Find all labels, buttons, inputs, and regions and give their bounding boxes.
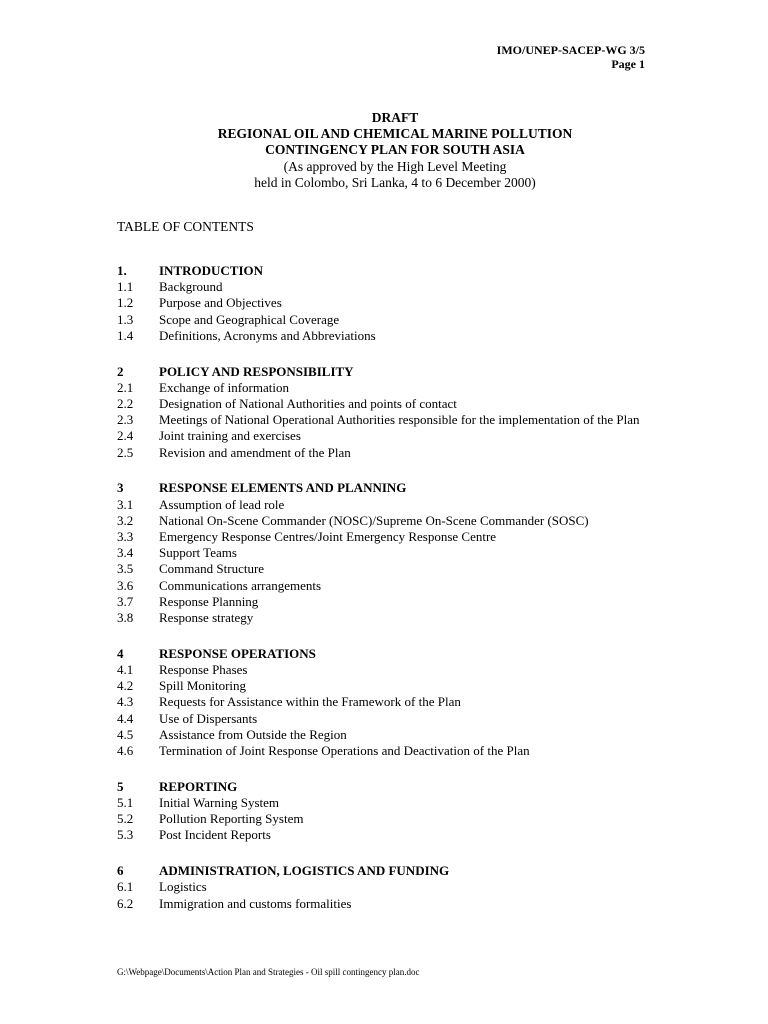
entry-number: 3.7: [117, 593, 134, 609]
entry-number: 4.4: [117, 710, 134, 726]
toc-entry: [117, 428, 677, 444]
entry-title: Assistance from Outside the Region: [159, 726, 347, 742]
entry-title: Designation of National Authorities and points of contact: [159, 396, 457, 412]
toc-section-heading: [117, 863, 677, 879]
toc-entry: [117, 312, 677, 328]
entry-number: 3.5: [117, 561, 134, 577]
toc-entry: [117, 694, 677, 710]
title-line-1: REGIONAL OIL AND CHEMICAL MARINE POLLUTION: [217, 126, 573, 142]
entry-title: Immigration and customs formalities: [159, 895, 352, 911]
toc-entry: [117, 380, 677, 396]
entry-number: 2.1: [117, 379, 134, 395]
entry-title: Use of Dispersants: [159, 710, 258, 726]
entry-title: Response strategy: [159, 610, 254, 626]
entry-title: Response Phases: [159, 662, 248, 678]
toc-section: [117, 364, 677, 461]
toc-entry: [117, 896, 677, 912]
toc-section-heading: [117, 364, 677, 380]
entry-number: 2.2: [117, 396, 134, 412]
toc-section-heading: [117, 779, 677, 795]
entry-title: Spill Monitoring: [159, 678, 247, 694]
toc-heading: TABLE OF CONTENTS: [117, 219, 254, 234]
section-title: ADMINISTRATION, LOGISTICS AND FUNDING: [159, 863, 450, 879]
entry-number: 3.1: [117, 496, 134, 512]
toc-section-heading: [117, 646, 677, 662]
entry-number: 1.2: [117, 295, 134, 311]
entry-number: 2.5: [117, 444, 134, 460]
toc-section-heading: [117, 480, 677, 496]
draft-label: DRAFT: [371, 110, 419, 125]
page-number: Page 1: [611, 57, 645, 71]
toc-section-heading: [117, 263, 677, 279]
toc-entry: [117, 711, 677, 727]
toc-entry: [117, 578, 677, 594]
document-reference: IMO/UNEP-SACEP-WG 3/5: [496, 43, 645, 57]
entry-number: 3.8: [117, 610, 134, 626]
section-title: POLICY AND RESPONSIBILITY: [159, 363, 354, 379]
toc-entry: [117, 412, 677, 428]
entry-title: Termination of Joint Response Operations and Deactivation of the Plan: [159, 743, 530, 759]
entry-title: Command Structure: [159, 561, 265, 577]
toc-entry: [117, 827, 677, 843]
section-number: 1.: [117, 263, 127, 278]
toc-entry: [117, 743, 677, 759]
toc-section: [117, 480, 677, 626]
toc-entry: [117, 545, 677, 561]
entry-number: 5.3: [117, 827, 134, 843]
entry-number: 4.5: [117, 726, 134, 742]
section-title: RESPONSE ELEMENTS AND PLANNING: [159, 480, 407, 496]
entry-title: Purpose and Objectives: [159, 295, 282, 311]
entry-title: Joint training and exercises: [159, 428, 301, 444]
entry-title: Revision and amendment of the Plan: [159, 444, 351, 460]
entry-title: Communications arrangements: [159, 577, 322, 593]
entry-number: 5.1: [117, 795, 134, 811]
section-number: 5: [117, 778, 124, 794]
document-title-block: [0, 110, 768, 191]
toc-section: [117, 646, 677, 759]
toc-entry: [117, 396, 677, 412]
entry-title: Pollution Reporting System: [159, 811, 304, 827]
entry-title: Initial Warning System: [159, 795, 280, 811]
toc-entry: [117, 328, 677, 344]
entry-number: 2.4: [117, 428, 134, 444]
toc-entry: [117, 795, 677, 811]
entry-number: 4.1: [117, 662, 134, 678]
entry-number: 4.2: [117, 678, 134, 694]
entry-title: Definitions, Acronyms and Abbreviations: [159, 327, 376, 343]
toc-entry: [117, 529, 677, 545]
entry-title: Scope and Geographical Coverage: [159, 311, 340, 327]
toc-entry: [117, 678, 677, 694]
entry-title: Support Teams: [159, 545, 237, 561]
toc-entry: [117, 279, 677, 295]
entry-number: 6.2: [117, 895, 134, 911]
entry-title: Background: [159, 279, 223, 295]
toc-entry: [117, 879, 677, 895]
section-number: 6: [117, 863, 124, 879]
toc-section: [117, 779, 677, 844]
section-title: REPORTING: [159, 778, 238, 794]
entry-number: 3.3: [117, 529, 134, 545]
entry-title: Post Incident Reports: [159, 827, 271, 843]
section-number: 2: [117, 363, 124, 379]
entry-title: Meetings of National Operational Authorities responsible for the implementation of the Plan: [159, 412, 640, 428]
toc-entry: [117, 727, 677, 743]
toc-entry: [117, 513, 677, 529]
toc-entry: [117, 445, 677, 461]
entry-title: Emergency Response Centres/Joint Emergency Response Centre: [159, 529, 497, 545]
toc-section: [117, 863, 677, 912]
toc-entry: [117, 594, 677, 610]
section-title: RESPONSE OPERATIONS: [159, 645, 316, 661]
entry-number: 1.3: [117, 311, 134, 327]
entry-number: 1.1: [117, 279, 134, 295]
file-path-footer: G:\Webpage\Documents\Action Plan and Strategies - Oil spill contingency plan.doc: [117, 967, 420, 977]
entry-title: National On-Scene Commander (NOSC)/Supreme On-Scene Commander (SOSC): [159, 512, 589, 528]
toc-entry: [117, 811, 677, 827]
entry-title: Assumption of lead role: [159, 496, 285, 512]
toc-entry: [117, 295, 677, 311]
entry-number: 1.4: [117, 327, 134, 343]
toc-entry: [117, 662, 677, 678]
entry-number: 5.2: [117, 811, 134, 827]
entry-number: 4.6: [117, 743, 134, 759]
entry-number: 4.3: [117, 694, 134, 710]
entry-title: Exchange of information: [159, 379, 289, 395]
entry-title: Response Planning: [159, 593, 259, 609]
table-of-contents: [117, 263, 677, 931]
title-line-2: CONTINGENCY PLAN FOR SOUTH ASIA: [265, 142, 525, 158]
entry-title: Requests for Assistance within the Framework of the Plan: [159, 694, 461, 710]
entry-title: Logistics: [159, 879, 207, 895]
entry-number: 3.6: [117, 577, 134, 593]
toc-entry: [117, 497, 677, 513]
toc-section: [117, 263, 677, 344]
entry-number: 3.4: [117, 545, 134, 561]
approval-note-line-2: held in Colombo, Sri Lanka, 4 to 6 December 2000): [254, 174, 536, 190]
entry-number: 6.1: [117, 879, 134, 895]
document-header: [497, 43, 645, 71]
approval-note-line-1: (As approved by the High Level Meeting: [283, 158, 507, 174]
entry-number: 2.3: [117, 412, 134, 428]
toc-entry: [117, 610, 677, 626]
section-title: INTRODUCTION: [159, 263, 264, 278]
section-number: 4: [117, 645, 124, 661]
entry-number: 3.2: [117, 512, 134, 528]
toc-entry: [117, 561, 677, 577]
section-number: 3: [117, 480, 124, 496]
